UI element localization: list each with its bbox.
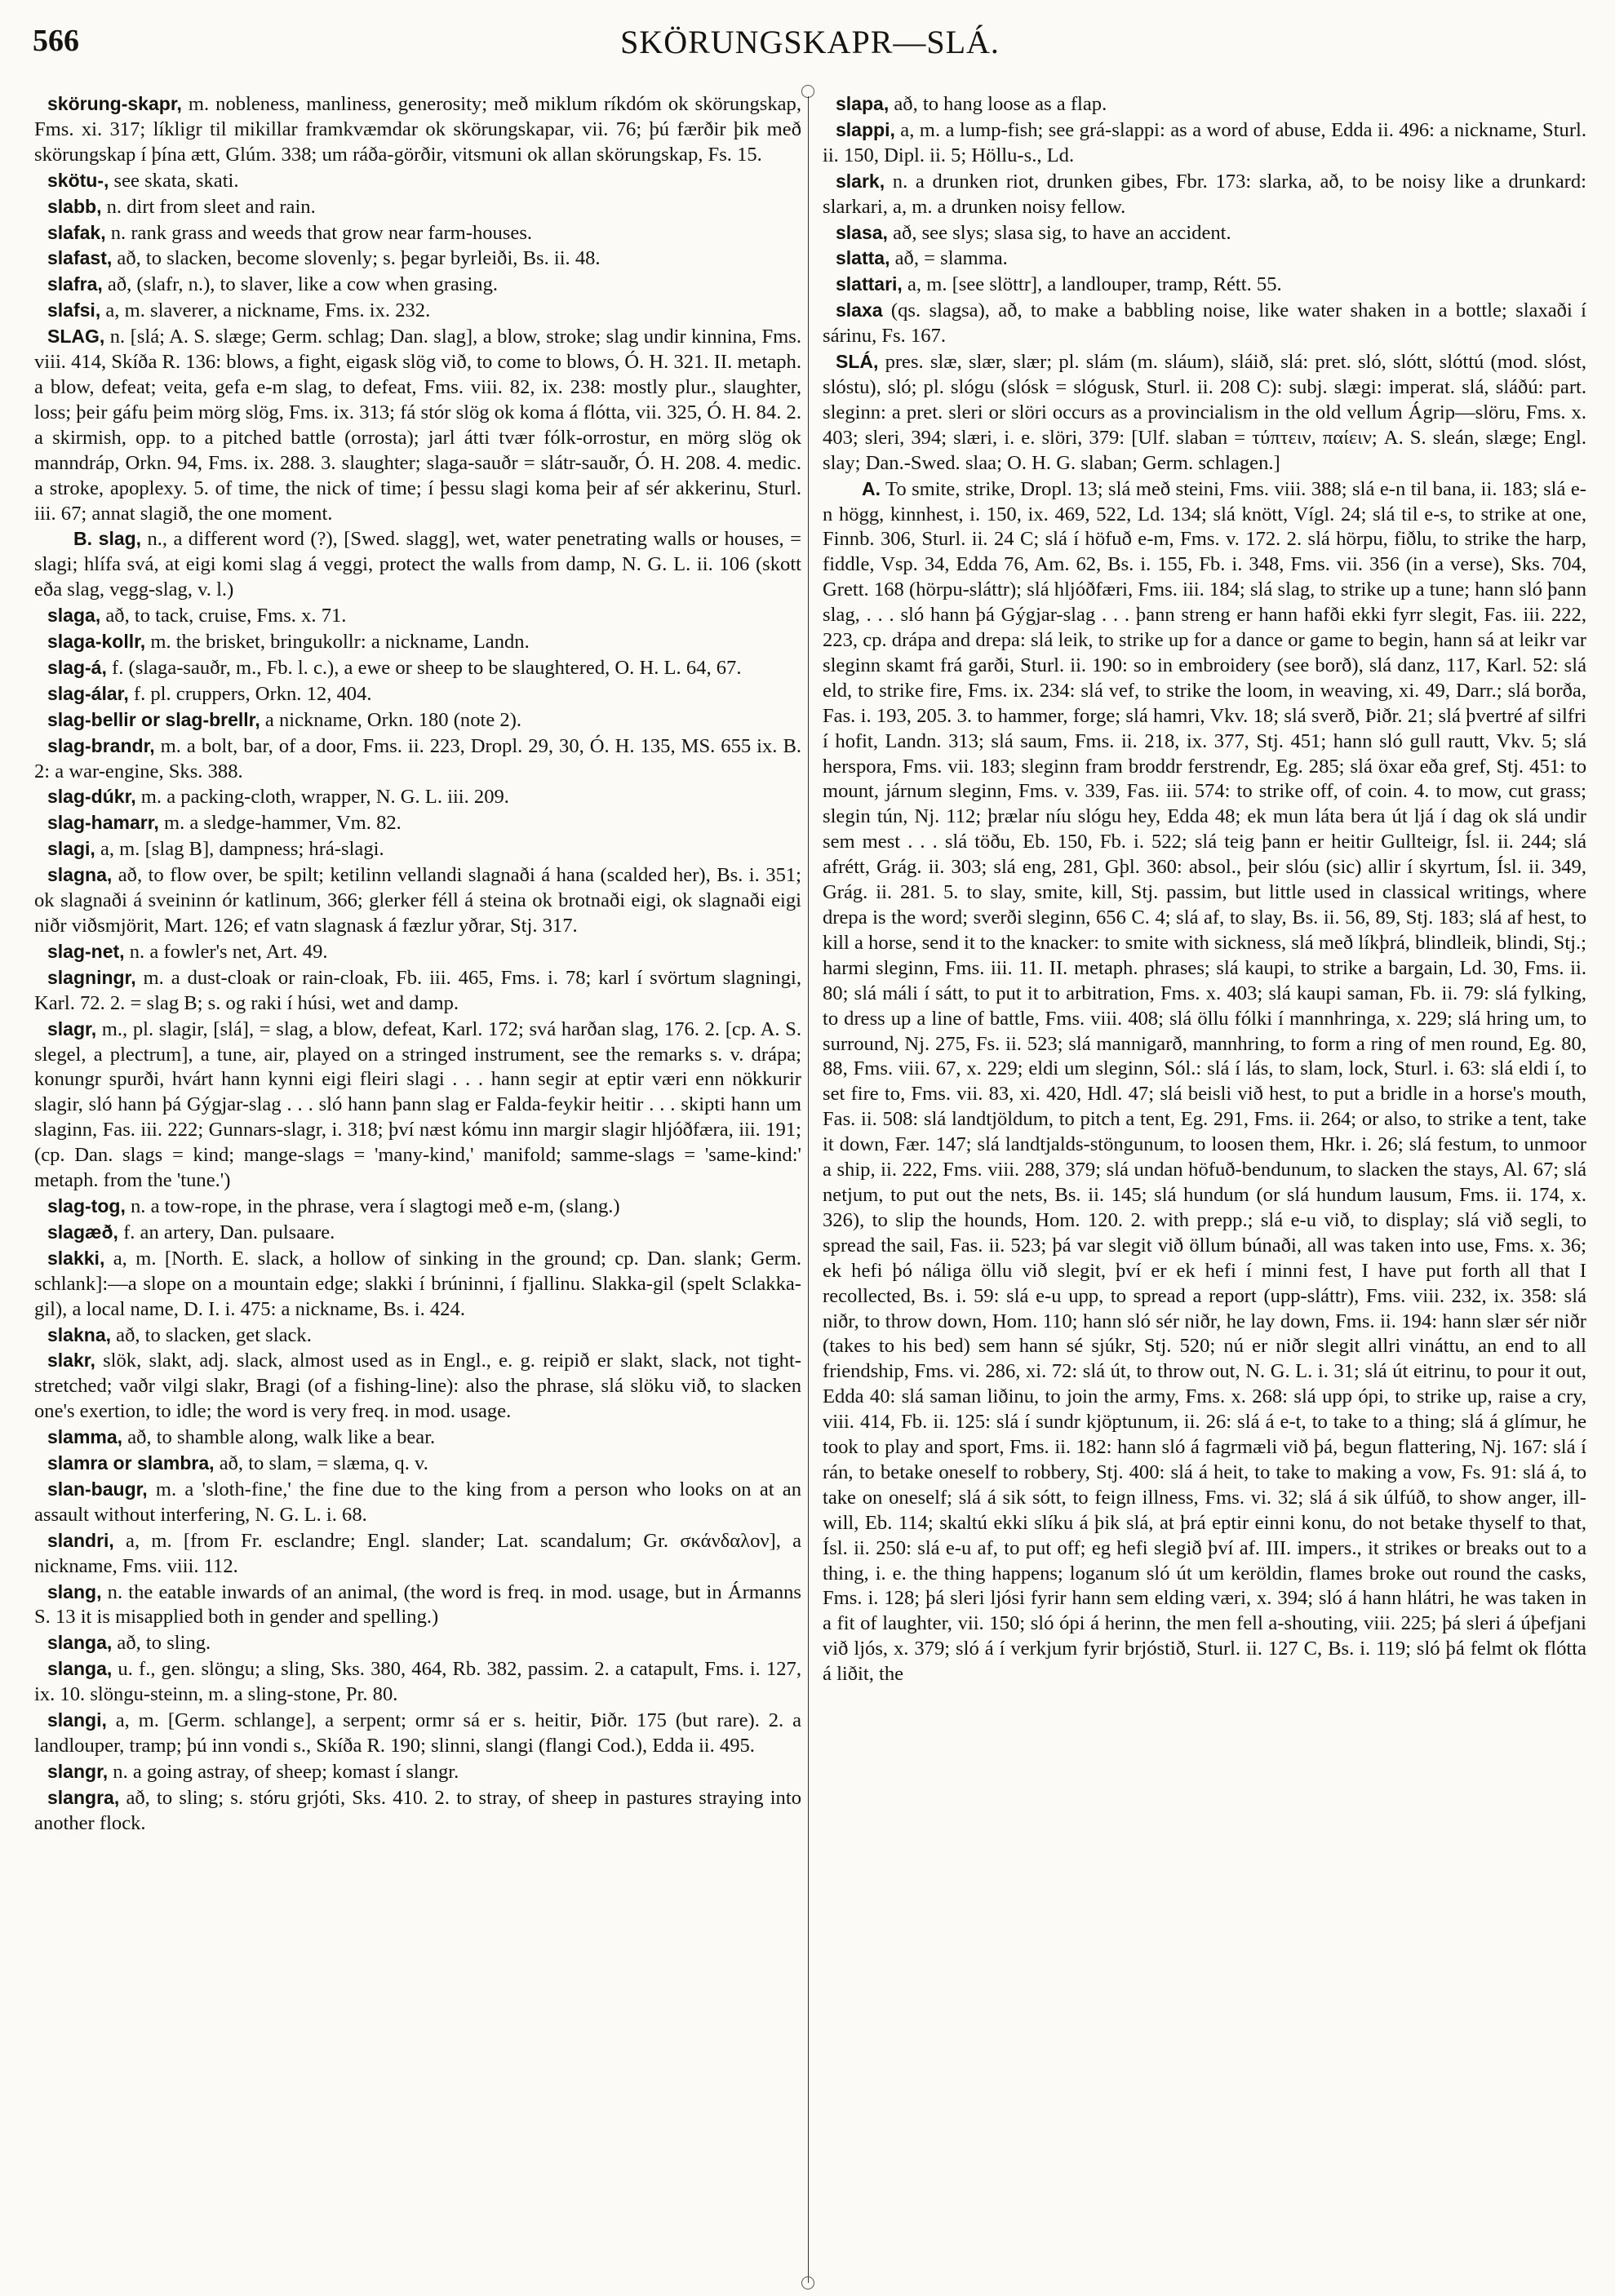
entry-headword: slandri, [47,1529,114,1551]
entry-headword: slag-tog, [47,1195,126,1217]
entry-definition: m. a sledge-hammer, Vm. 82. [158,812,402,835]
entry-headword: slag-bellir or slag-brellr, [47,708,260,730]
dictionary-entry [34,1425,801,1451]
entry-definition: a, m. slaverer, a nickname, Fms. ix. 232. [100,299,431,322]
entry-definition: pres. slæ, slær, slær; pl. slám (m. sláum), sláið, slá: pret. sló, slótt, slóttú (mod. slóst, slóstu), sló; pl. slógu (slósk = slógusk, Sturl. ii. 208 C): subj. slægi: imperat. slá, sláðú: part. sleginn: a pret. sleri or slöri occurs as a provincialism in the old vellum Ágrip—slöru, Fms. x. 403; sleri, 394; slæri, i. e. slöri, 379: [Ulf. slaban = τύπτειν, παίειν; A. S. sleán, slæge; Engl. slay; Dan.-Swed. slaa; O. H. G. slaban; Germ. schlagen.] [823,351,1586,474]
entry-headword: slag-hamarr, [47,812,159,834]
entry-definition: n. rank grass and weeds that grow near farm-houses. [105,221,533,244]
dictionary-entry [34,629,801,655]
entry-definition: a, m. [see slöttr], a landlouper, tramp, Rétt. 55. [902,273,1282,296]
entry-headword: slapa, [836,93,890,114]
entry-definition: a, m. [Germ. schlange], a serpent; ormr sá er s. heitir, Þiðr. 175 (but rare). 2. a landlouper, tramp; þú inn vondi s., Skíða R. 190; slinni, slangi (flangi Cod.), Edda ii. 495. [34,1709,801,1757]
entry-headword: slagæð, [47,1221,118,1243]
entry-headword: slagningr, [47,966,136,988]
dictionary-entry [34,707,801,734]
entry-definition: see skata, skati. [109,169,239,192]
entry-definition: f. an artery, Dan. pulsaare. [118,1221,335,1243]
dictionary-entry [34,836,801,862]
entry-headword: skörung-skapr, [47,93,182,114]
entry-definition: a, m. [North. E. slack, a hollow of sinking in the ground; cp. Dan. slank; Germ. schlank]:—a slope on a mountain edge; slakki í brúninni, í fjallinu. Slakka-gil (spelt Sclakka-gil), a local name, D. I. i. 475: a nickname, Bs. i. 424. [34,1247,801,1320]
dictionary-entry [823,117,1586,169]
entry-definition: m. nobleness, manliness, generosity; með miklum ríkdóm ok skörungskap, Fms. xi. 317; líkligr til mikillar framkvæmdar ok skörungskapar, vii. 76; þú færðir þik með skörungskap í þína ætt, Glúm. 338; um ráða-görðir, vitsmuni ok allan skörungskap, Fs. 15. [34,93,801,166]
entry-headword: slaga-kollr, [47,631,146,653]
entry-headword: slakna, [47,1323,111,1345]
entry-headword: slamra or slambra, [47,1452,215,1474]
entry-headword: slasa, [836,221,888,243]
dictionary-entry [34,1528,801,1580]
dictionary-entry [34,272,801,298]
entry-headword: slag-brandr, [47,734,155,756]
dictionary-entry [34,246,801,272]
dictionary-entry [823,298,1586,349]
dictionary-entry [34,603,801,629]
dictionary-entry [823,220,1586,246]
entry-definition: n. the eatable inwards of an animal, (the word is freq. in mod. usage, but in Ármanns S. 13 it is misapplied both in gender and spelling.) [34,1580,801,1629]
entry-definition: f. pl. cruppers, Orkn. 12, 404. [128,682,372,705]
entry-headword: SLAG, [47,326,105,348]
entry-headword: slappi, [836,118,895,140]
entry-definition: m., pl. slagir, [slá], = slag, a blow, defeat, Karl. 172; svá harðan slag, 176. 2. [cp. A. S. slegel, a plectrum], a tune, air, played on a stringed instrument, see the remarks s. v. drápa; konungr spurði, hvárt hann kynni eigi fleiri slagi . . . hann segir at eptir væri enn nökkurir slagir, sló hann þá Gýgjar-slag . . . sló hann þann slag er Falda-feykir heitir . . . skipti hann um slaginn, Fas. iii. 222; Gunnars-slagr, i. 318; því næst kómu inn margir slagir hljóðfæra, iii. 191; (cp. Dan. slags = kind; mange-slags = 'many-kind,' manifold; samme-slags = 'same-kind:' metaph. from the 'tune.') [34,1017,801,1192]
dictionary-entry [34,1477,801,1528]
entry-definition: a nickname, Orkn. 180 (note 2). [260,708,522,731]
entry-definition: m. a 'sloth-fine,' the fine due to the king from a person who looks on at an assault without interfering, N. G. L. i. 68. [34,1478,801,1526]
running-title: SKÖRUNGSKAPR—SLÁ. [620,24,1000,60]
entry-definition: slök, slakt, adj. slack, almost used as in Engl., e. g. reipið er slakt, slack, not tight-stretched; vaðr vilgi slakr, Bragi (of a fishing-line): also the phrase, slá slöku við, to slacken one's exertion, to idle; the word is very freq. in mod. usage. [34,1350,801,1423]
dictionary-entry [34,810,801,836]
dictionary-entry [823,272,1586,298]
dictionary-entry [34,220,801,246]
entry-definition: að, to slam, = slæma, q. v. [214,1452,428,1475]
dictionary-entry [34,194,801,220]
entry-headword: slamma, [47,1426,123,1448]
entry-definition: a, m. [from Fr. esclandre; Engl. slander; Lat. scandalum; Gr. σκάνδαλον], a nickname, Fms. viii. 112. [34,1529,801,1577]
entry-headword: slagna, [47,864,113,886]
entry-headword: slafra, [47,273,103,295]
entry-definition: a, m. a lump-fish; see grá-slappi: as a word of abuse, Edda ii. 496: a nickname, Sturl. ii. 150, Dipl. ii. 5; Höllu-s., Ld. [823,118,1586,166]
dictionary-entry [34,526,801,603]
dictionary-entry [34,734,801,785]
entry-headword: slanga, [47,1632,113,1654]
entry-definition: (qs. slagsa), að, to make a babbling noise, like water shaken in a bottle; slaxaði í sárinu, Fs. 167. [823,299,1586,348]
entry-headword: slafast, [47,247,113,269]
entry-headword: slangr, [47,1760,109,1782]
entry-definition: m. a dust-cloak or rain-cloak, Fb. iii. 465, Fms. i. 78; karl í svörtum slagningi, Karl. 72. 2. = slag B; s. og raki í húsi, wet and damp. [34,966,801,1014]
dictionary-entry [34,1759,801,1785]
column-divider [808,96,809,2283]
gutter-ornament-icon [801,2276,814,2289]
entry-definition: n. a going astray, of sheep; komast í slangr. [108,1760,459,1783]
entry-definition: að, to sling. [112,1632,211,1655]
entry-headword: slagi, [47,838,95,860]
entry-definition: To smite, strike, Dropl. 13; slá með steini, Fms. viii. 388; slá e-n til bana, ii. 183; slá e-n högg, kinnhest, i. 150, ix. 469, 522, Ld. 134; slá knött, Vígl. 24; slá til e-s, to strike at one, Finnb. 306, Sturl. ii. 24 C; slá í höfuð e-m, Fms. v. 172. 2. slá hörpu, fiðlu, to strike the harp, fiddle, Vsp. 34, Edda 76, Am. 62, Bs. i. 155, Fb. i. 348, Fms. vii. 356 (in a verse), Sks. 704, Grett. 168 (hörpu-sláttr); slá hljóðfæri, Fms. iii. 184; slá slag, to strike up a tune; hann sló þann slag, . . . sló hann þá Gýgjar-slag . . . þann streng er hann hafði ekki fyrr slegit, Fas. iii. 222, 223, cp. drápa and drepa: slá leik, to strike up for a dance or game to begin, hann sá at leikr var sleginn skamt frá garði, Sturl. ii. 190: so in embroidery (see borð), slá danz, 117, Karl. 52: slá eld, to strike fire, Fms. ix. 234: slá vef, to strike the loom, in weaving, xi. 49, Darr.; slá borða, Fas. i. 193, 205. 3. to hammer, forge; slá hamri, Vkv. 18; slá sverð, Þiðr. 21; slá þvertré af silfri í hofit, Landn. 313; slá saum, Fms. ii. 218, ix. 377, Stj. 451; hann sló gull rautt, Vkv. 5; slá herspora, Fms. vii. 183; sleginn fram broddr ferstrendr, Eg. 285; slá öxar eða gref, Stj. 451: to mount, járnum sleginn, Fms. v. 339, Fas. iii. 574: to strike off, of coin. 4. to mow, cut grass; slegin tún, Nj. 112; þrælar níu slógu hey, Edda 48; ek mun láta bera út ljá í dag ok slá undir sem mest . . . slá töðu, Eb. 150, Fb. i. 522; slá teig þann er heitir Gullteigr, Ísl. ii. 244; slá afrétt, Grág. ii. 303; slá eng, 281, Gþl. 360: absol., þeir slóu (sic) allir í skyrtum, Ísl. ii. 349, Grág. ii. 281. 5. to slay, smite, kill, Stj. passim, but little used in classical writings, where drepa is the word; sverði sleginn, 656 C. 4; slá af, to slay, Bs. ii. 56, 89, Stj. 183; slá af hest, to kill a horse, send it to the knacker: to smite with sickness, slá með líkþrá, blindleik, blindi, Stj.; harmi sleginn, Fms. iii. 11. II. metaph. phrases; slá kaupi, to strike a bargain, Ld. 30, Fms. ii. 80; slá máli í sátt, to put it to arbitration, Fms. x. 403; slá kaupi saman, Fb. ii. 79: slá fylking, to dress up a line of battle, Fms. viii. 408; slá öllu fólki í mannhringa, x. 229; slá hring um, to surround, Nj. 275, Fs. ii. 523; slá mannigarð, mannhring, to form a ring of men round, Eg. 80, 88, Fms. viii. 67, x. 229; eldi um sleginn, Sól.: slá í lás, to slam, lock, Sturl. i. 63: slá eldi í, to set fire to, Fms. vii. 83, xi. 420, Hdl. 47; slá beisli við hest, to put a bridle in a horse's mouth, Fas. ii. 508: slá landtjöldum, to pitch a tent, Eg. 291, Fms. ii. 264; or also, to strike a tent, take it down, Fær. 147; slá landtjalds-stöngunum, to loosen them, Hkr. i. 26; slá festum, to unmoor a ship, ii. 222, Fms. viii. 288, 379; slá undan höfuð-bendunum, to slacken the stays, Al. 67; slá netjum, to put out the nets, Bs. ii. 145; slá hundum (or slá hundum lausum, Fms. ii. 174, x. 326), to slip the hounds, Hom. 120. 2. with prepp.; slá e-u við, to display; slá við segli, to spread the sail, Fas. ii. 523; þá var slegit við öllum búnaði, all was taken into use, Fms. x. 36; ek hefi þó náliga öllu við slegit, því er ek hefi í minni fest, I have put forth all that I recollected, Bs. i. 59: slá e-u upp, to spread a report (upp-sláttr), Fms. viii. 232, ix. 358: slá niðr, to throw down, Hom. 110; hann sló sér niðr, he lay down, Fms. ii. 194: hann slær sér niðr (takes to his bed) sem hann sé sjúkr, Stj. 520; nú er niðr slegit allri vináttu, an end to all friendship, Fms. vi. 286, xi. 72: slá út, to throw out, N. G. L. i. 31; slá út eitrinu, to pour it out, Edda 40: slá saman liðinu, to join the army, Fms. x. 268: slá upp ópi, to strike up, raise a cry, viii. 414, Fb. ii. 125: slá í sundr kjöptunum, ii. 26: slá á e-t, to take to a thing; slá á glímur, he took to play and sport, Fms. ii. 182: hann sló á fagrmæli við þá, begun flattering, Nj. 167: slá í rán, to betake oneself to robbery, Stj. 400: slá á heit, to take to making a vow, Fs. 91: slá á, to take on oneself; slá á sik sótt, to feign illness, Fms. vi. 32; slá á sik úlfúð, to show anger, ill-will, Eb. 114; skaltú ekki slíku á þik slá, at þrá eptir einni konu, do not betake thyself to that, Ísl. ii. 250: slá e-u af, to put off; eg hefi slegið því af. III. impers., it strikes or breaks out to a thing, i. e. the thing happens; loganum sló út um keröldin, flames broke out round the casks, Fms. i. 128; þá sleri ljósi fyrir hann sem elding væri, x. 394; sló á hann hlátri, he was taken in a fit of laughter, vii. 150; sló ópi á herinn, the men fell a-shouting, viii. 225; þá sleri á úþefjani við ljós, x. 379; sló á í verkjum fyrir brjóstið, Sturl. ii. 127 C, Bs. i. 119; sló þá felmt ok flótta á liðit, the [823,477,1586,1686]
entry-headword: B. slag, [73,528,142,550]
entry-headword: slakr, [47,1350,95,1372]
entry-definition: n. a tow-rope, in the phrase, vera í slagtogi með e-m, (slang.) [125,1195,620,1217]
dictionary-entry [34,168,801,194]
right-column [823,91,1586,1687]
dictionary-entry [34,1348,801,1425]
dictionary-entry [34,1017,801,1194]
dictionary-entry [34,1246,801,1323]
entry-headword: slangi, [47,1709,107,1731]
dictionary-entry [34,784,801,810]
entry-definition: að, to slacken, become slovenly; s. þegar byrleiði, Bs. ii. 48. [112,247,601,270]
dictionary-entry [823,349,1586,476]
entry-definition: að, (slafr, n.), to slaver, like a cow when grasing. [102,273,499,296]
dictionary-entry [34,298,801,324]
entry-headword: slark, [836,170,885,192]
entry-headword: slag-net, [47,940,125,962]
dictionary-entry [34,1220,801,1246]
entry-definition: n. dirt from sleet and rain. [101,195,316,218]
entry-definition: m. a packing-cloth, wrapper, N. G. L. iii. 209. [135,786,509,809]
entry-definition: n. [slá; A. S. slæge; Germ. schlag; Dan. slag], a blow, stroke; slag undir kinnina, Fms. viii. 414, Skíða R. 136: blows, a fight, eigask slög við, to come to blows, Ó. H. 321. II. metaph. a blow, defeat; veita, gefa e-m slag, to defeat, Fms. viii. 82, ix. 238: mostly plur., slaughter, loss; þeir gáfu þeim mörg slög, Fms. ix. 313; fá stór slög ok koma á flótta, vii. 325, Ó. H. 84. 2. a skirmish, opp. to a pitched battle (orrosta); jarl átti tvær fólk-orrostur, en mörg slög ok manndráp, Orkn. 94, Fms. ix. 288. 3. slaughter; slaga-sauðr = slátr-sauðr, Ó. H. 208. 4. medic. a stroke, apoplexy. 5. of time, the nick of time; í þessu slagi koma þeir af sér akkerinu, Sturl. iii. 67; annat slagið, the one moment. [34,326,801,525]
entry-definition: að, to tack, cruise, Fms. x. 71. [100,605,347,627]
entry-headword: slattari, [836,273,903,295]
dictionary-entry [34,1194,801,1220]
dictionary-entry [34,655,801,681]
entry-definition: að, = slamma. [890,247,1008,270]
page-number: 566 [33,24,79,58]
dictionary-entry [34,1451,801,1477]
entry-headword: slatta, [836,247,890,269]
entry-definition: að, to sling; s. stóru grjóti, Sks. 410. 2. to stray, of sheep in pastures straying into another flock. [34,1786,801,1834]
entry-definition: m. the brisket, bringukollr: a nickname, Landn. [145,631,530,654]
entry-headword: slan-baugr, [47,1478,148,1500]
entry-definition: m. a bolt, bar, of a door, Fms. ii. 223, Dropl. 29, 30, Ó. H. 135, MS. 655 ix. B. 2: a war-engine, Sks. 388. [34,734,801,782]
dictionary-entry [823,169,1586,220]
dictionary-entry [34,1580,801,1631]
entry-definition: að, to slacken, get slack. [111,1323,312,1346]
entry-headword: slafsi, [47,299,101,321]
page-header [33,23,1587,64]
dictionary-entry [34,862,801,939]
dictionary-entry [34,1630,801,1656]
entry-headword: slag-álar, [47,682,129,704]
entry-definition: að, to hang loose as a flap. [889,93,1107,115]
entry-headword: slagr, [47,1017,97,1039]
entry-headword: slag-dúkr, [47,786,136,808]
entry-definition: að, see slys; slasa sig, to have an accident. [887,221,1231,244]
entry-headword: slanga, [47,1658,113,1680]
entry-headword: slang, [47,1580,102,1602]
entry-headword: slabb, [47,195,102,217]
dictionary-entry [34,1323,801,1349]
dictionary-entry [34,1708,801,1759]
dictionary-entry [823,476,1586,1688]
entry-headword: slaxa [836,299,883,321]
left-column [34,91,801,1837]
entry-headword: A. [862,477,881,499]
entry-definition: að, to shamble along, walk like a bear. [122,1426,436,1449]
dictionary-entry [823,246,1586,272]
entry-definition: a, m. [slag B], dampness; hrá-slagi. [95,838,384,861]
entry-headword: slafak, [47,221,106,243]
dictionary-entry [34,91,801,168]
entry-headword: skötu-, [47,169,109,191]
dictionary-entry [34,965,801,1017]
dictionary-entry [34,1785,801,1837]
entry-definition: að, to flow over, be spilt; ketilinn vellandi slagnaði á hana (scalded her), Bs. i. 351; ok slagnaði á sveininn ór katlinum, 366; glerker féll á steina ok brotnaði eigi, ok slagnaði eigi niðr viðsmjörit, Mart. 126; ef vatn slagnask á fæzlur yðrar, Stj. 317. [34,864,801,937]
dictionary-entry [34,939,801,965]
dictionary-entry [34,1656,801,1708]
entry-headword: slakki, [47,1247,105,1269]
entry-headword: SLÁ, [836,351,879,373]
dictionary-entry [34,681,801,707]
entry-definition: u. f., gen. slöngu; a sling, Sks. 380, 464, Rb. 382, passim. 2. a catapult, Fms. i. 127, ix. 10. slöngu-steinn, m. a sling-stone, Pr. 80. [34,1658,801,1706]
dictionary-entry [34,324,801,526]
entry-definition: n. a fowler's net, Art. 49. [124,940,328,963]
dictionary-entry [823,91,1586,117]
entry-definition: n., a different word (?), [Swed. slagg], wet, water penetrating walls or houses, = slagi; hlífa svá, at eigi komi slag á veggi, protect the walls from damp, N. G. L. ii. 106 (skott eða slag, vegg-slag, v. l.) [34,528,801,601]
entry-headword: slag-á, [47,656,107,678]
entry-headword: slaga, [47,605,101,627]
entry-definition: n. a drunken riot, drunken gibes, Fbr. 173: slarka, að, to be noisy like a drunkard: slarkari, a, m. a drunken noisy fellow. [823,170,1586,218]
entry-headword: slangra, [47,1786,120,1808]
entry-definition: f. (slaga-sauðr, m., Fb. l. c.), a ewe or sheep to be slaughtered, O. H. L. 64, 67. [106,656,742,679]
